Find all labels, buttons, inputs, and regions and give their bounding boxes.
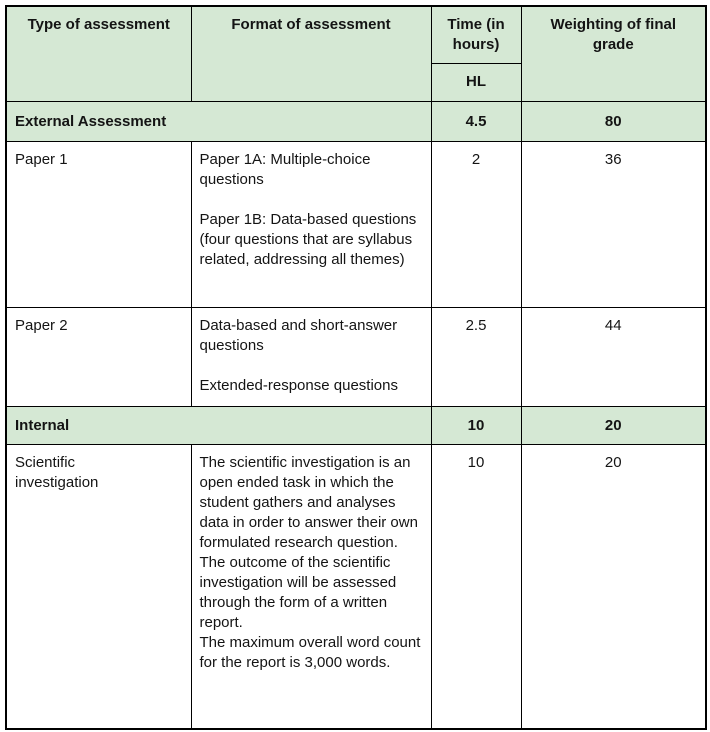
scientific-investigation-weighting-value: 20 [521,445,706,729]
internal-weighting-value: 20 [521,407,706,445]
row-scientific-investigation [6,445,706,729]
scientific-investigation-type [6,445,191,729]
external-time-value: 4.5 [431,102,521,142]
row-paper-1 [6,142,706,308]
internal-time-value: 10 [431,407,521,445]
paper-2-weighting-value: 44 [521,308,706,407]
paper-1-weighting-value: 36 [521,142,706,308]
paper-1-type-label: Paper 1 [15,151,68,168]
scientific-investigation-type-label: Scientific investigation [15,454,99,491]
paper-1-format [191,142,431,308]
header-format-of-assessment: Format of assessment [191,6,431,102]
scientific-investigation-paragraph-3: The maximum overall word count for the report is 3,000 words. [199,634,421,671]
header-time-in-hours: Time (in hours) [431,6,521,64]
scientific-investigation-time-value: 10 [431,445,521,729]
paper-2-type [6,308,191,407]
section-label-external: External Assessment [6,102,431,142]
header-weighting-of-final-grade: Weighting of final grade [521,6,706,102]
scientific-investigation-paragraph-1: The scientific investigation is an open ended task in which the student gathers and analyses data in order to answer their own formulated research question. [199,454,418,551]
scientific-investigation-format [191,445,431,729]
paper-2-format-paragraph-b: Extended-response questions [199,377,398,394]
section-row-internal [6,407,706,445]
header-row [6,6,706,64]
paper-2-type-label: Paper 2 [15,317,68,334]
section-row-external [6,102,706,142]
paper-2-time-value: 2.5 [431,308,521,407]
header-type-of-assessment: Type of assessment [6,6,191,102]
paper-2-format-paragraph-a: Data-based and short-answer questions [199,317,398,354]
paper-1-format-paragraph-b: Paper 1B: Data-based questions (four questions that are syllabus related, addressing all themes) [199,211,417,268]
paper-1-format-paragraph-a: Paper 1A: Multiple-choice questions [199,151,371,188]
external-weighting-value: 80 [521,102,706,142]
paper-1-type [6,142,191,308]
section-label-internal: Internal [6,407,431,445]
paper-1-time-value: 2 [431,142,521,308]
header-hl: HL [431,64,521,102]
row-paper-2 [6,308,706,407]
scientific-investigation-paragraph-2: The outcome of the scientific investigation will be assessed through the form of a written report. [199,554,397,631]
assessment-table [5,5,707,730]
paper-2-format [191,308,431,407]
